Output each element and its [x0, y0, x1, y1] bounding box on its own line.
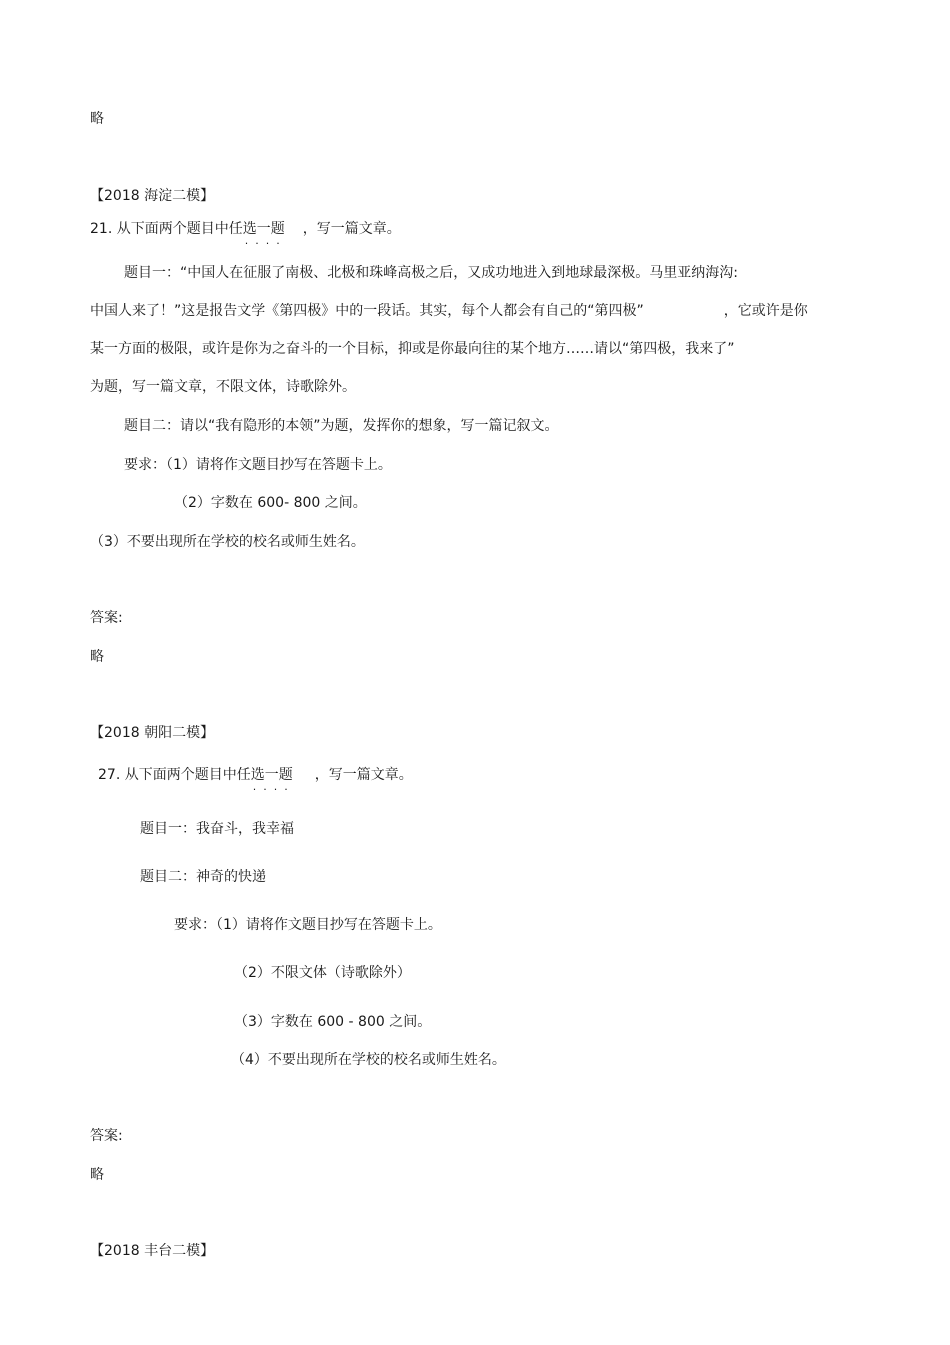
answer-text: 略 — [90, 111, 104, 127]
topic1-line3: 某一方面的极限，或许是你为之奋斗的一个目标，抑或是你最向往的某个地方……请以“第四极，我来了” — [90, 341, 735, 357]
question-prefix: 27. 从下面两个题目中任 — [98, 767, 251, 783]
section-header-chaoyang: 【2018 朝阳二模】 — [90, 725, 215, 741]
answer-text: 略 — [90, 1167, 104, 1183]
topic1-line1: 题目一：“中国人在征服了南极、北极和珠峰高极之后，又成功地进入到地球最深极。马里亚纳海沟: — [124, 265, 738, 281]
requirement-2: （2）字数在 600- 800 之间。 — [174, 495, 367, 511]
question-suffix: ，写一篇文章。 — [314, 767, 413, 783]
emphasized-text: 选一题 .... — [242, 221, 287, 247]
answer-label: 答案: — [90, 1128, 123, 1144]
requirement-2: （2）不限文体（诗歌除外） — [234, 965, 411, 981]
requirement-3: （3）不要出现所在学校的校名或师生姓名。 — [90, 534, 365, 550]
requirement-4: （4）不要出现所在学校的校名或师生姓名。 — [231, 1052, 506, 1068]
section-header-fengtai: 【2018 丰台二模】 — [90, 1243, 215, 1259]
topic2: 题目二：请以“我有隐形的本领”为题，发挥你的想象，写一篇记叙文。 — [124, 418, 559, 434]
question-27 — [98, 766, 413, 793]
section-header-haidian: 【2018 海淀二模】 — [90, 188, 215, 204]
answer-label: 答案: — [90, 610, 123, 626]
requirement-3: （3）字数在 600 - 800 之间。 — [234, 1014, 432, 1030]
requirement-1: 要求：（1）请将作文题目抄写在答题卡上。 — [124, 457, 392, 473]
requirement-1: 要求：（1）请将作文题目抄写在答题卡上。 — [174, 917, 442, 933]
emphasized-text: 选一题 .... — [250, 767, 295, 793]
topic1-line4: 为题，写一篇文章，不限文体，诗歌除外。 — [90, 379, 356, 395]
topic1: 题目一：我奋斗，我幸福 — [140, 821, 294, 837]
topic1-line2: 中国人来了！”这是报告文学《第四极》中的一段话。其实，每个人都会有自己的“第四极” ，它或许是你 — [90, 303, 808, 319]
topic2: 题目二：神奇的快递 — [140, 869, 266, 885]
answer-text: 略 — [90, 649, 104, 665]
question-prefix: 21. 从下面两个题目中任 — [90, 221, 243, 237]
question-21 — [90, 220, 401, 247]
question-suffix: ，写一篇文章。 — [302, 221, 401, 237]
